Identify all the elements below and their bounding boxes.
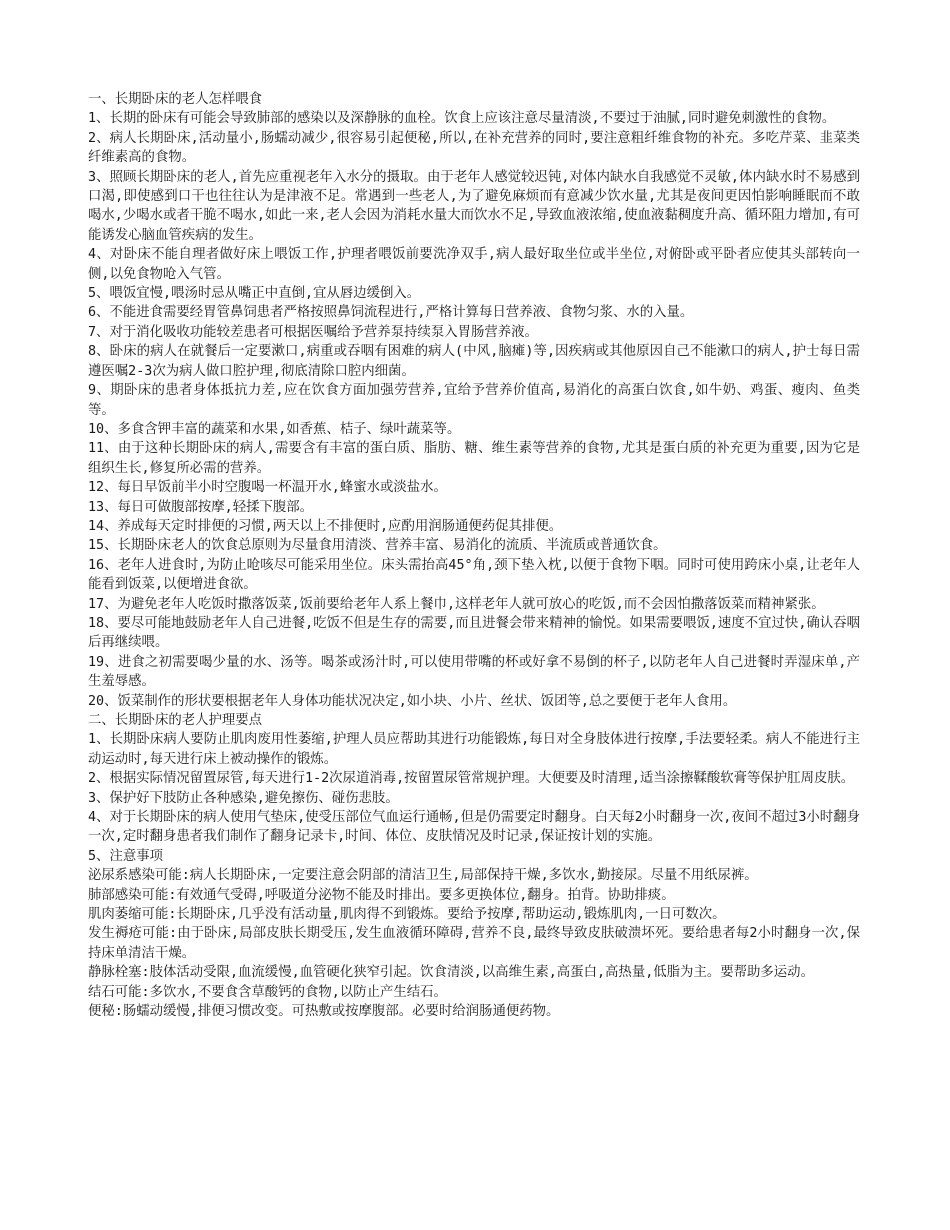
document-line: 4、对卧床不能自理者做好床上喂饭工作,护理者喂饭前要洗净双手,病人最好取坐位或半坐位,对俯卧或平卧者应使其头部转向一侧,以免食物呛入气管。: [88, 247, 860, 282]
document-line: 7、对于消化吸收功能较差患者可根据医嘱给予营养泵持续泵入胃肠营养液。: [88, 324, 538, 340]
document-line: 11、由于这种长期卧床的病人,需要含有丰富的蛋白质、脂肪、糖、维生素等营养的食物,尤其是蛋白质的补充更为重要,因为它是组织生长,修复所必需的营养。: [88, 441, 860, 476]
document-line: 6、不能进食需要经胃管鼻饲患者严格按照鼻饲流程进行,严格计算每日营养液、食物匀浆、水的入量。: [88, 305, 694, 321]
document-line: 便秘:肠蠕动缓慢,排便习惯改变。可热敷或按摩腹部。必要时给润肠通便药物。: [88, 1004, 560, 1020]
document-line: 二、长期卧床的老人护理要点: [88, 713, 263, 728]
document-line: 2、病人长期卧床,活动量小,肠蠕动减少,很容易引起便秘,所以,在补充营养的同时,要注意粗纤维食物的补充。多吃芹菜、韭菜类纤维素高的食物。: [88, 130, 860, 166]
document-line: 14、养成每天定时排便的习惯,两天以上不排便时,应酌用润肠通便药促其排便。: [88, 518, 563, 534]
document-line: 2、根据实际情况留置尿管,每天进行1-2次尿道消毒,按留置尿管常规护理。大便要及时清理,适当涂擦鞣酸软膏等保护肛周皮肤。: [88, 771, 855, 787]
document-line: 3、保护好下肢防止各种感染,避免擦伤、碰伤悲肢。: [88, 790, 399, 806]
document-line: 5、注意事项: [88, 848, 164, 864]
document-line: 静脉栓塞:肢体活动受限,血流缓慢,血管硬化狭窄引起。饮食清淡,以高维生素,高蛋白,高热量,低脂为主。要帮助多运动。: [88, 965, 814, 981]
document-line: 10、多食含钾丰富的蔬菜和水果,如香蕉、桔子、绿叶蔬菜等。: [88, 421, 461, 437]
document-line: 肌肉萎缩可能:长期卧床,几乎没有活动量,肌肉得不到锻炼。要给予按摩,帮助运动,锻炼肌肉,一日可数次。: [88, 907, 726, 923]
document-line: 9、期卧床的患者身体抵抗力差,应在饮食方面加强劳营养,宜给予营养价值高,易消化的高蛋白饮食,如牛奶、鸡蛋、瘦肉、鱼类等。: [88, 383, 860, 418]
document-line: 结石可能:多饮水,不要食含草酸钙的食物,以防止产生结石。: [88, 984, 447, 1000]
document-line: 15、长期卧床老人的饮食总原则为尽量食用清淡、营养丰富、易消化的流质、半流质或普通饮食。: [88, 538, 667, 554]
document-line: 17、为避免老年人吃饭时撒落饭菜,饭前要给老年人系上餐巾,这样老年人就可放心的吃饭,而不会因怕撒落饭菜而精神紧张。: [88, 596, 825, 612]
document-line: 发生褥疮可能:由于卧床,局部皮肤长期受压,发生血液循环障碍,营养不良,最终导致皮肤破溃坏死。要给患者每2小时翻身一次,保持床单清洁干燥。: [88, 926, 860, 961]
document-line: 8、卧床的病人在就餐后一定要漱口,病重或吞咽有困难的病人(中风,脑瘫)等,因疾病或其他原因自己不能漱口的病人,护士每日需遵医嘱2-3次为病人做口腔护理,彻底清除口腔内细菌。: [88, 344, 860, 379]
document-line: 5、喂饭宜慢,喂汤时忌从嘴正中直倒,宜从唇边缓倒入。: [88, 286, 421, 302]
document-line: 20、饭菜制作的形状要根据老年人身体功能状况决定,如小块、小片、丝状、饭团等,总之要便于老年人食用。: [88, 693, 737, 709]
document-line: 一、长期卧床的老人怎样喂食: [88, 92, 263, 107]
document-line: 肺部感染可能:有效通气受碍,呼吸道分泌物不能及时排出。要多更换体位,翻身。拍背。协助排痰。: [88, 887, 675, 903]
document-line: 1、长期卧床病人要防止肌肉废用性萎缩,护理人员应帮助其进行功能锻炼,每日对全身肢体进行按摩,手法要轻柔。病人不能进行主动运动时,每天进行床上被动操作的锻炼。: [88, 732, 860, 767]
document-line: 3、照顾长期卧床的老人,首先应重视老年入水分的摄取。由于老年人感觉较迟钝,对体内缺水自我感觉不灵敏,体内缺水时不易感到口渴,即使感到口干也往往认为是津液不足。常遇到一些老人,为了避免麻烦而有意减少饮水量,尤其是夜间更因怕影响睡眠而不敢喝水,少喝水或者干脆不喝水,如此一来,老人会因为消耗水量大而饮水不足,导致血液浓缩,使血液黏稠度升高、循环阻力增加,有可能诱发心脑血管疾病的发生。: [88, 169, 860, 243]
document-line: 泌尿系感染可能:病人长期卧床,一定要注意会阴部的清洁卫生,局部保持干燥,多饮水,勤接尿。尽量不用纸尿裤。: [88, 868, 758, 884]
document-line: 1、长期的卧床有可能会导致肺部的感染以及深静脉的血栓。饮食上应该注意尽量清淡,不要过于油腻,同时避免刺激性的食物。: [88, 111, 836, 127]
document-line: 16、老年人进食时,为防止呛咳尽可能采用坐位。床头需抬高45°角,颈下垫入枕,以便于食物下咽。同时可使用跨床小桌,让老年人能看到饭菜,以便增进食欲。: [88, 557, 860, 593]
document-body: [88, 90, 860, 1022]
document-line: 13、每日可做腹部按摩,轻揉下腹部。: [88, 499, 314, 515]
document-line: 19、进食之初需要喝少量的水、汤等。喝茶或汤汁时,可以使用带嘴的杯或好拿不易倒的杯子,以防老年人自己进餐时弄湿床单,产生羞辱感。: [88, 654, 860, 690]
document-line: 12、每日早饭前半小时空腹喝一杯温开水,蜂蜜水或淡盐水。: [88, 480, 447, 496]
document-line: 18、要尽可能地鼓励老年人自己进餐,吃饭不但是生存的需要,而且进餐会带来精神的愉悦。如果需要喂饭,速度不宜过快,确认吞咽后再继续喂。: [88, 615, 860, 651]
document-line: 4、对于长期卧床的病人使用气垫床,使受压部位气血运行通畅,但是仍需要定时翻身。白天每2小时翻身一次,夜间不超过3小时翻身一次,定时翻身患者我们制作了翻身记录卡,时间、体位、皮肤情况及时记录,保证按计划的实施。: [88, 810, 860, 845]
